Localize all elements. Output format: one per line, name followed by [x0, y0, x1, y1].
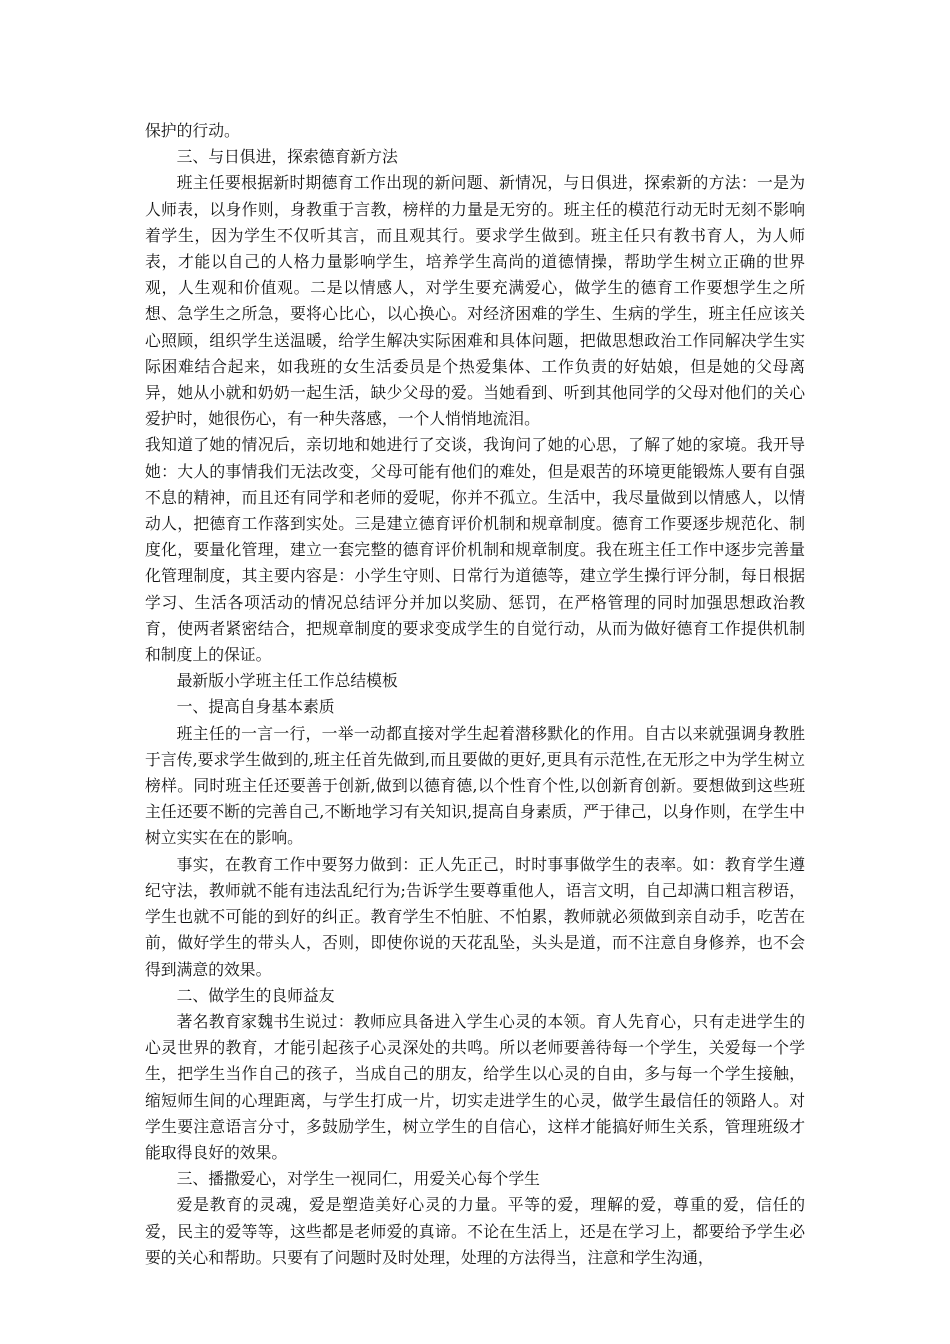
section-heading: 二、做学生的良师益友 [176, 985, 335, 1005]
paragraph: 事实，在教育工作中要努力做到：正人先正己，时时事事做学生的表率。如：教育学生遵纪守法，教师就不能有违法乱纪行为;告诉学生要尊重他人，语言文明，自己却满口粗言秽语，学生也就不可能的到好的纠正。教育学生不怕脏、不怕累，教师就必须做到亲自动手，吃苦在前，做好学生的带头人，否则，即使你说的天花乱坠，头头是道，而不注意自身修养，也不会得到满意的效果。 [145, 854, 805, 979]
paragraph: 班主任要根据新时期德育工作出现的新问题、新情况，与日俱进，探索新的方法：一是为人师表，以身作则，身教重于言教，榜样的力量是无穷的。班主任的模范行动无时无刻不影响着学生，因为学生不仅听其言，而且观其行。要求学生做到。班主任只有教书育人，为人师表，才能以自己的人格力量影响学生，培养学生高尚的道德情操，帮助学生树立正确的世界观，人生观和价值观。二是以情感人，对学生要充满爱心，做学生的德育工作要想学生之所想、急学生之所急，要将心比心，以心换心。对经济困难的学生、生病的学生，班主任应该关心照顾，组织学生送温暖，给学生解决实际困难和具体问题，把做思想政治工作同解决学生实际困难结合起来，如我班的女生活委员是个热爱集体、工作负责的好姑娘，但是她的父母离异，她从小就和奶奶一起生活，缺少父母的爱。当她看到、听到其他同学的父母对他们的关心爱护时，她很伤心，有一种失落感，一个人悄悄地流泪。 [145, 173, 805, 429]
paragraph-continuation: 我知道了她的情况后，亲切地和她进行了交谈，我询问了她的心思，了解了她的家境。我开导她：大人的事情我们无法改变，父母可能有他们的难处，但是艰苦的环境更能锻炼人要有自强不息的精神，而且还有同学和老师的爱呢，你并不孤立。生活中，我尽量做到以情感人，以情动人，把德育工作落到实处。三是建立德育评价机制和规章制度。德育工作要逐步规范化、制度化，要量化管理，建立一套完整的德育评价机制和规章制度。我在班主任工作中逐步完善量化管理制度，其主要内容是：小学生守则、日常行为道德等，建立学生操行评分制，每日根据学习、生活各项活动的情况总结评分并加以奖励、惩罚，在严格管理的同时加强思想政治教育，使两者紧密结合，把规章制度的要求变成学生的自觉行动，从而为做好德育工作提供机制和制度上的保证。 [145, 435, 805, 665]
document-title-heading: 最新版小学班主任工作总结模板 [176, 671, 398, 691]
section-heading: 三、与日俱进，探索德育新方法 [176, 147, 398, 167]
document-body [145, 118, 805, 1271]
paragraph: 爱是教育的灵魂，爱是塑造美好心灵的力量。平等的爱，理解的爱，尊重的爱，信任的爱，民主的爱等等，这些都是老师爱的真谛。不论在生活上，还是在学习上，都要给予学生必要的关心和帮助。只要有了问题时及时处理，处理的方法得当，注意和学生沟通， [145, 1195, 805, 1267]
paragraph-continuation: 保护的行动。 [145, 121, 240, 140]
paragraph: 著名教育家魏书生说过：教师应具备进入学生心灵的本领。育人先育心，只有走进学生的心灵世界的教育，才能引起孩子心灵深处的共鸣。所以老师要善待每一个学生，关爱每一个学生，把学生当作自己的孩子，当成自己的朋友，给学生以心灵的自由，多与每一个学生接触，缩短师生间的心理距离，与学生打成一片，切实走进学生的心灵，做学生最信任的领路人。对学生要注意语言分寸，多鼓励学生，树立学生的自信心，这样才能搞好师生关系，管理班级才能取得良好的效果。 [145, 1011, 805, 1162]
paragraph: 班主任的一言一行，一举一动都直接对学生起着潜移默化的作用。自古以来就强调身教胜于言传,要求学生做到的,班主任首先做到,而且要做的更好,更具有示范性,在无形之中为学生树立榜样。同时班主任还要善于创新,做到以德育德,以个性育个性,以创新育创新。要想做到这些班主任还要不断的完善自己,不断地学习有关知识,提高自身素质，严于律己，以身作则，在学生中树立实实在在的影响。 [145, 723, 805, 848]
section-heading: 三、播撒爱心，对学生一视同仁，用爱关心每个学生 [176, 1169, 540, 1189]
section-heading: 一、提高自身基本素质 [176, 697, 335, 717]
